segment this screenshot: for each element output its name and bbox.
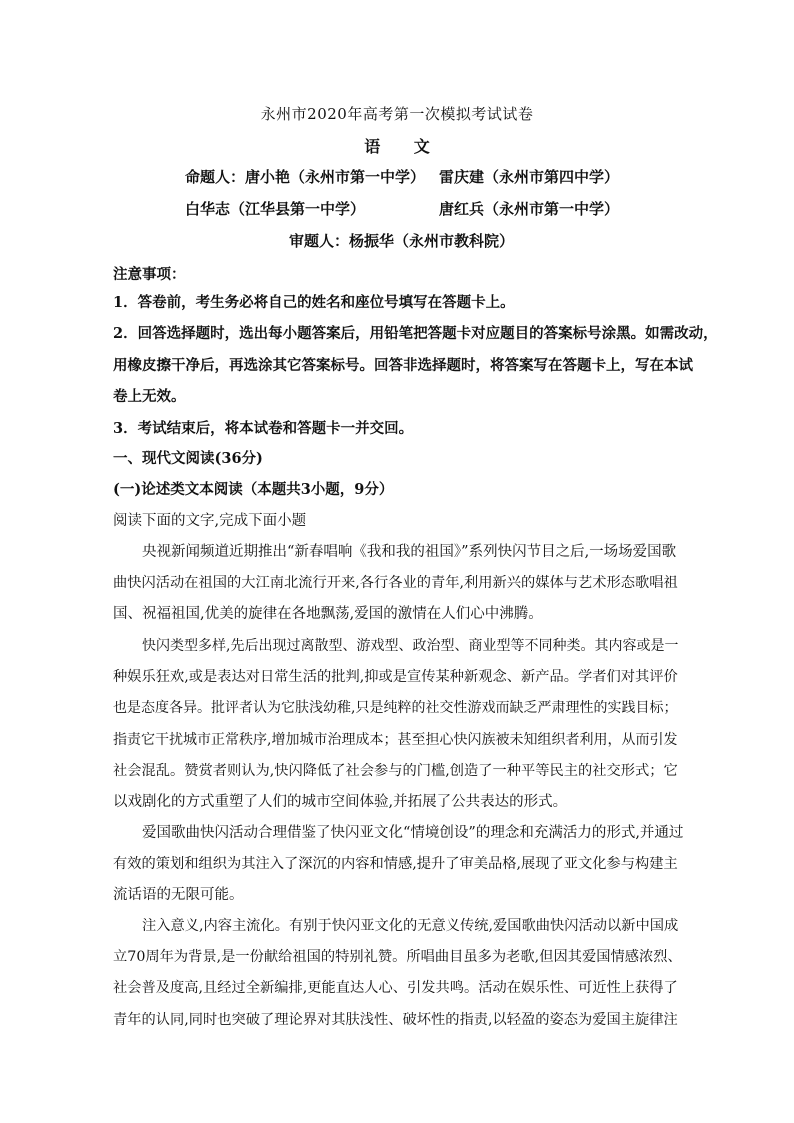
author-line: 唐红兵（永州市第一中学） [439,200,620,218]
passage-line: 央视新闻频道近期推出“新春唱响《我和我的祖国》”系列快闪节目之后,一场场爱国歌 [142,544,677,560]
subject-char: 文 [413,137,430,156]
passage-line: 有效的策划和组织为其注入了深沉的内容和情感,提升了审美品格,展现了亚文化参与构建主 [113,856,678,873]
subject-title [0,134,794,157]
passage-paragraph [113,818,685,912]
passage-line: 国、祝福祖国,优美的旋律在各地飘荡,爱国的激情在人们心中沸腾。 [113,606,543,623]
passage-line: 种娱乐狂欢,或是表达对日常生活的批判,抑或是宣传某种新观念、新产品。学者们对其评价 [113,669,678,686]
passage-line: 社会普及度高,且经过全新编排,更能直达人心、引发共鸣。活动在娱乐性、可近性上获得了 [113,980,678,997]
passage-line: 以戏剧化的方式重塑了人们的城市空间体验,并拓展了公共表达的形式。 [113,794,568,811]
passage-line: 注入意义,内容主流化。有别于快闪亚文化的无意义传统,爱国歌曲快闪活动以新中国成 [142,918,679,934]
subject-char: 语 [364,137,381,156]
notice-item: 卷上无效。 [113,388,186,405]
reading-instruction: 阅读下面的文字,完成下面小题 [113,513,307,529]
notice-item: 用橡皮擦干净后，再选涂其它答案标号。回答非选择题时，将答案写在答题卡上，写在本试 [113,357,693,374]
passage-paragraph [113,631,685,818]
passage-line: 流话语的无限可能。 [113,887,244,904]
author-line: 白华志（江华县第一中学） [185,200,366,218]
reviewer-line: 审题人：杨振华（永州市教科院） [289,232,515,250]
passage-line: 也是态度各异。批评者认为它肤浅幼稚,只是纯粹的社交性游戏而缺乏严肃理性的实践目标； [113,700,678,717]
passage-line: 曲快闪活动在祖国的大江南北流行开来,各行各业的青年,利用新兴的媒体与艺术形态歌唱祖 [113,575,678,592]
passage-line: 立70周年为背景,是一份献给祖国的特别礼赞。所唱曲目虽多为老歌,但因其爱国情感浓烈、 [113,949,682,966]
notice-item: 2．回答选择题时，选出每小题答案后，用铅笔把答题卡对应题目的答案标号涂黑。如需改动， [113,325,718,342]
author-line: 雷庆建（永州市第四中学） [439,168,620,186]
passage-paragraph [113,911,685,1036]
passage-line: 快闪类型多样,先后出现过离散型、游戏型、政治型、商业型等不同种类。其内容或是一 [142,638,679,654]
notice-heading: 注意事项： [113,266,186,283]
passage-line: 指责它干扰城市正常秩序,增加城市治理成本；甚至担心快闪族被未知组织者利用，从而引发 [113,731,678,748]
passage-line: 社会混乱。赞赏者则认为,快闪降低了社会参与的门槛,创造了一种平等民主的社交形式；它 [113,762,678,779]
notice-item: 1．答卷前，考生务必将自己的姓名和座位号填写在答题卡上。 [113,294,515,311]
passage-line: 青年的认同,同时也突破了理论界对其肤浅性、破坏性的指责,以轻盈的姿态为爱国主旋律注 [113,1011,678,1028]
exam-title: 永州市2020年高考第一次模拟考试试卷 [260,105,534,123]
passage-paragraph [113,537,685,631]
section-subheading: (一)论述类文本阅读（本题共3小题，9分） [113,481,394,498]
author-line: 命题人：唐小艳（永州市第一中学） [185,168,426,186]
section-heading: 一、现代文阅读(36分) [113,450,263,467]
passage-line: 爱国歌曲快闪活动合理借鉴了快闪亚文化“情境创设”的理念和充满活力的形式,并通过 [142,825,684,841]
notice-item: 3．考试结束后，将本试卷和答题卡一并交回。 [113,420,414,437]
